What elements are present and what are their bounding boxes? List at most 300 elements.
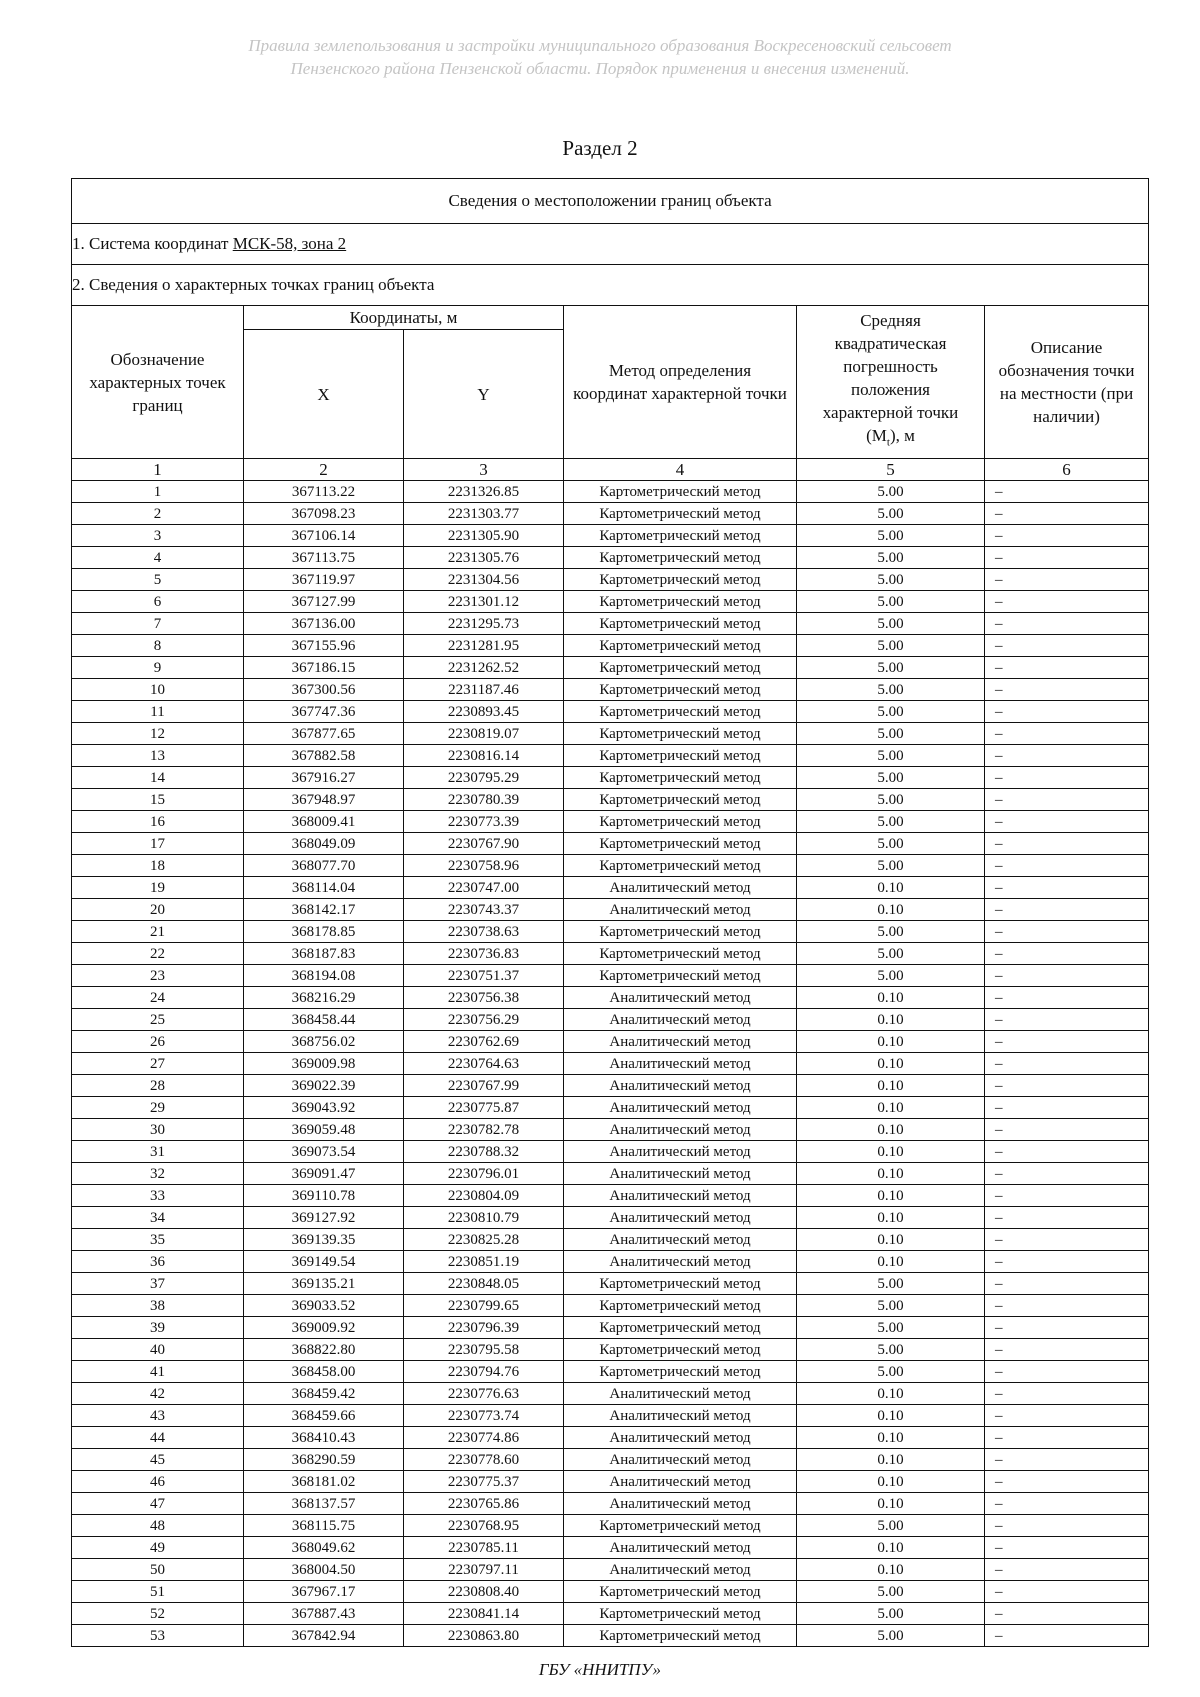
rms-error: 5.00 — [797, 1625, 985, 1647]
coord-y: 2230773.74 — [404, 1405, 564, 1427]
coord-y: 2230851.19 — [404, 1251, 564, 1273]
col-header-x: X — [244, 330, 404, 459]
table-row — [72, 591, 1149, 613]
rms-error: 0.10 — [797, 1185, 985, 1207]
method: Аналитический метод — [564, 1229, 797, 1251]
point-number: 5 — [72, 569, 244, 591]
rms-error: 0.10 — [797, 987, 985, 1009]
coord-x: 369059.48 — [244, 1119, 404, 1141]
method: Картометрический метод — [564, 503, 797, 525]
col-header-designation: Обозначение характерных точек границ — [72, 306, 244, 459]
description: – — [985, 965, 1149, 987]
rms-error: 5.00 — [797, 1317, 985, 1339]
rms-error: 5.00 — [797, 635, 985, 657]
coord-x: 367967.17 — [244, 1581, 404, 1603]
description: – — [985, 1119, 1149, 1141]
rms-error: 0.10 — [797, 1075, 985, 1097]
coord-y: 2230780.39 — [404, 789, 564, 811]
rms-error: 5.00 — [797, 481, 985, 503]
rms-error: 5.00 — [797, 701, 985, 723]
table-row — [72, 503, 1149, 525]
method: Картометрический метод — [564, 789, 797, 811]
point-number: 12 — [72, 723, 244, 745]
rms-error: 5.00 — [797, 657, 985, 679]
rms-error: 5.00 — [797, 833, 985, 855]
rms-error: 0.10 — [797, 1119, 985, 1141]
point-number: 42 — [72, 1383, 244, 1405]
rms-error: 5.00 — [797, 943, 985, 965]
point-number: 49 — [72, 1537, 244, 1559]
point-number: 13 — [72, 745, 244, 767]
point-number: 21 — [72, 921, 244, 943]
coord-x: 367877.65 — [244, 723, 404, 745]
table-row — [72, 987, 1149, 1009]
coord-x: 367113.22 — [244, 481, 404, 503]
table-row — [72, 1273, 1149, 1295]
description: – — [985, 767, 1149, 789]
point-number: 15 — [72, 789, 244, 811]
coord-y: 2230782.78 — [404, 1119, 564, 1141]
rms-error: 0.10 — [797, 1471, 985, 1493]
description: – — [985, 1383, 1149, 1405]
coord-x: 368822.80 — [244, 1339, 404, 1361]
column-numbers-row — [72, 459, 1149, 481]
description: – — [985, 1449, 1149, 1471]
coord-x: 369043.92 — [244, 1097, 404, 1119]
coord-y: 2231295.73 — [404, 613, 564, 635]
table-row — [72, 943, 1149, 965]
description: – — [985, 1097, 1149, 1119]
method: Аналитический метод — [564, 1537, 797, 1559]
table-row — [72, 899, 1149, 921]
method: Картометрический метод — [564, 1273, 797, 1295]
point-number: 48 — [72, 1515, 244, 1537]
coord-x: 368187.83 — [244, 943, 404, 965]
rms-error: 5.00 — [797, 723, 985, 745]
coord-x: 368181.02 — [244, 1471, 404, 1493]
coord-y: 2230756.29 — [404, 1009, 564, 1031]
coord-y: 2230808.40 — [404, 1581, 564, 1603]
coord-y: 2230841.14 — [404, 1603, 564, 1625]
point-number: 16 — [72, 811, 244, 833]
method: Картометрический метод — [564, 525, 797, 547]
table-row — [72, 1427, 1149, 1449]
table-row — [72, 811, 1149, 833]
rms-error: 0.10 — [797, 1449, 985, 1471]
method: Аналитический метод — [564, 1251, 797, 1273]
point-number: 4 — [72, 547, 244, 569]
section-title: Раздел 2 — [562, 136, 638, 160]
description: – — [985, 899, 1149, 921]
description: – — [985, 1603, 1149, 1625]
rms-error: 5.00 — [797, 613, 985, 635]
point-number: 23 — [72, 965, 244, 987]
coord-x: 367747.36 — [244, 701, 404, 723]
point-number: 51 — [72, 1581, 244, 1603]
rms-error: 0.10 — [797, 1163, 985, 1185]
point-number: 9 — [72, 657, 244, 679]
method: Аналитический метод — [564, 1075, 797, 1097]
method: Аналитический метод — [564, 1053, 797, 1075]
method: Аналитический метод — [564, 1031, 797, 1053]
table-row — [72, 723, 1149, 745]
method: Аналитический метод — [564, 1185, 797, 1207]
method: Аналитический метод — [564, 1207, 797, 1229]
method: Аналитический метод — [564, 1383, 797, 1405]
method: Аналитический метод — [564, 1141, 797, 1163]
coord-x: 368137.57 — [244, 1493, 404, 1515]
table-row — [72, 701, 1149, 723]
rms-error: 5.00 — [797, 1339, 985, 1361]
method: Аналитический метод — [564, 1493, 797, 1515]
coord-y: 2230758.96 — [404, 855, 564, 877]
point-number: 6 — [72, 591, 244, 613]
coord-y: 2231187.46 — [404, 679, 564, 701]
method: Картометрический метод — [564, 635, 797, 657]
description: – — [985, 1185, 1149, 1207]
table-row — [72, 1185, 1149, 1207]
coord-y: 2230751.37 — [404, 965, 564, 987]
description: – — [985, 745, 1149, 767]
rms-error: 5.00 — [797, 855, 985, 877]
method: Картометрический метод — [564, 1361, 797, 1383]
coord-y: 2230765.86 — [404, 1493, 564, 1515]
table-row — [72, 1163, 1149, 1185]
coord-y: 2230804.09 — [404, 1185, 564, 1207]
point-number: 27 — [72, 1053, 244, 1075]
coord-y: 2230796.01 — [404, 1163, 564, 1185]
rms-error: 5.00 — [797, 965, 985, 987]
coord-x: 368216.29 — [244, 987, 404, 1009]
table-row — [72, 1383, 1149, 1405]
table-row — [72, 833, 1149, 855]
coord-x: 367186.15 — [244, 657, 404, 679]
point-number: 26 — [72, 1031, 244, 1053]
coord-x: 367113.75 — [244, 547, 404, 569]
coord-x: 368290.59 — [244, 1449, 404, 1471]
table-row — [72, 1537, 1149, 1559]
table-row — [72, 1141, 1149, 1163]
rms-error: 0.10 — [797, 1537, 985, 1559]
coord-x: 368459.66 — [244, 1405, 404, 1427]
table-row — [72, 1097, 1149, 1119]
coord-x: 369149.54 — [244, 1251, 404, 1273]
point-number: 8 — [72, 635, 244, 657]
table-row — [72, 1053, 1149, 1075]
rms-error: 0.10 — [797, 899, 985, 921]
table-row — [72, 635, 1149, 657]
coord-y: 2230747.00 — [404, 877, 564, 899]
method: Картометрический метод — [564, 943, 797, 965]
coord-x: 367136.00 — [244, 613, 404, 635]
method: Картометрический метод — [564, 1295, 797, 1317]
coord-y: 2230795.58 — [404, 1339, 564, 1361]
point-number: 18 — [72, 855, 244, 877]
method: Картометрический метод — [564, 811, 797, 833]
method: Картометрический метод — [564, 1317, 797, 1339]
method: Картометрический метод — [564, 569, 797, 591]
method: Картометрический метод — [564, 723, 797, 745]
rms-error: 5.00 — [797, 547, 985, 569]
header-line-2: Пензенского района Пензенской области. Порядок применения и внесения изменений. — [290, 59, 910, 78]
table-row — [72, 525, 1149, 547]
method: Аналитический метод — [564, 1009, 797, 1031]
coord-y: 2230819.07 — [404, 723, 564, 745]
method: Аналитический метод — [564, 1405, 797, 1427]
col-header-method: Метод определения координат характерной точки — [564, 306, 797, 459]
coord-x: 367098.23 — [244, 503, 404, 525]
coord-x: 368004.50 — [244, 1559, 404, 1581]
description: – — [985, 1625, 1149, 1647]
rms-error: 5.00 — [797, 569, 985, 591]
column-number: 5 — [797, 459, 985, 481]
description: – — [985, 1295, 1149, 1317]
rms-error: 0.10 — [797, 1383, 985, 1405]
table-row — [72, 767, 1149, 789]
description: – — [985, 481, 1149, 503]
coord-y: 2231301.12 — [404, 591, 564, 613]
coord-y: 2230816.14 — [404, 745, 564, 767]
description: – — [985, 1207, 1149, 1229]
column-number: 2 — [244, 459, 404, 481]
point-number: 35 — [72, 1229, 244, 1251]
coord-x: 368178.85 — [244, 921, 404, 943]
table-row — [72, 1229, 1149, 1251]
rms-error: 0.10 — [797, 1405, 985, 1427]
rms-error: 0.10 — [797, 1427, 985, 1449]
point-number: 38 — [72, 1295, 244, 1317]
description: – — [985, 943, 1149, 965]
point-number: 41 — [72, 1361, 244, 1383]
table-row — [72, 679, 1149, 701]
rms-error: 5.00 — [797, 745, 985, 767]
coord-y: 2230767.99 — [404, 1075, 564, 1097]
description: – — [985, 525, 1149, 547]
coord-y: 2230756.38 — [404, 987, 564, 1009]
coord-x: 369091.47 — [244, 1163, 404, 1185]
coord-y: 2230799.65 — [404, 1295, 564, 1317]
description: – — [985, 1317, 1149, 1339]
table-row — [72, 1515, 1149, 1537]
rms-error: 5.00 — [797, 1361, 985, 1383]
coord-y: 2231281.95 — [404, 635, 564, 657]
coord-x: 368077.70 — [244, 855, 404, 877]
description: – — [985, 1141, 1149, 1163]
method: Картометрический метод — [564, 547, 797, 569]
coord-y: 2230768.95 — [404, 1515, 564, 1537]
table-row — [72, 921, 1149, 943]
coord-y: 2230775.87 — [404, 1097, 564, 1119]
point-number: 43 — [72, 1405, 244, 1427]
description: – — [985, 1075, 1149, 1097]
table-row — [72, 1471, 1149, 1493]
method: Аналитический метод — [564, 1119, 797, 1141]
description: – — [985, 1251, 1149, 1273]
coord-y: 2230778.60 — [404, 1449, 564, 1471]
rms-error: 5.00 — [797, 1273, 985, 1295]
col-header-y: Y — [404, 330, 564, 459]
description: – — [985, 833, 1149, 855]
method: Картометрический метод — [564, 679, 797, 701]
table-row — [72, 481, 1149, 503]
rms-error: 0.10 — [797, 1141, 985, 1163]
rms-error: 5.00 — [797, 1295, 985, 1317]
description: – — [985, 1559, 1149, 1581]
description: – — [985, 1471, 1149, 1493]
coord-y: 2230796.39 — [404, 1317, 564, 1339]
rms-error: 0.10 — [797, 1097, 985, 1119]
method: Аналитический метод — [564, 877, 797, 899]
method: Картометрический метод — [564, 1339, 797, 1361]
table-row — [72, 1493, 1149, 1515]
table-row — [72, 1119, 1149, 1141]
method: Картометрический метод — [564, 591, 797, 613]
coord-x: 369135.21 — [244, 1273, 404, 1295]
description: – — [985, 613, 1149, 635]
description: – — [985, 1339, 1149, 1361]
table-row — [72, 1075, 1149, 1097]
rms-error: 5.00 — [797, 921, 985, 943]
method: Картометрический метод — [564, 701, 797, 723]
coordinate-system-row — [72, 224, 1149, 265]
point-number: 37 — [72, 1273, 244, 1295]
table-row — [72, 1339, 1149, 1361]
coord-y: 2230825.28 — [404, 1229, 564, 1251]
description: – — [985, 701, 1149, 723]
method: Картометрический метод — [564, 481, 797, 503]
coord-x: 368049.62 — [244, 1537, 404, 1559]
column-number: 1 — [72, 459, 244, 481]
method: Картометрический метод — [564, 745, 797, 767]
table-row — [72, 1009, 1149, 1031]
description: – — [985, 877, 1149, 899]
table-row — [72, 547, 1149, 569]
coord-y: 2230893.45 — [404, 701, 564, 723]
rms-error: 0.10 — [797, 1031, 985, 1053]
points-info-row: 2. Сведения о характерных точках границ объекта — [72, 265, 1149, 306]
rms-error: 5.00 — [797, 789, 985, 811]
coord-x: 369139.35 — [244, 1229, 404, 1251]
column-number: 6 — [985, 459, 1149, 481]
rms-error: 0.10 — [797, 1229, 985, 1251]
point-number: 44 — [72, 1427, 244, 1449]
description: – — [985, 1537, 1149, 1559]
method: Аналитический метод — [564, 987, 797, 1009]
coord-y: 2230774.86 — [404, 1427, 564, 1449]
table-row — [72, 1405, 1149, 1427]
rms-error: 0.10 — [797, 877, 985, 899]
coord-y: 2230795.29 — [404, 767, 564, 789]
coord-x: 367300.56 — [244, 679, 404, 701]
coord-x: 368458.44 — [244, 1009, 404, 1031]
point-number: 50 — [72, 1559, 244, 1581]
coord-y: 2230743.37 — [404, 899, 564, 921]
table-row — [72, 1449, 1149, 1471]
rms-error: 0.10 — [797, 1009, 985, 1031]
description: – — [985, 811, 1149, 833]
rms-error: 0.10 — [797, 1207, 985, 1229]
rms-error: 0.10 — [797, 1053, 985, 1075]
rms-error: 5.00 — [797, 1515, 985, 1537]
table-row — [72, 789, 1149, 811]
description: – — [985, 1493, 1149, 1515]
coord-y: 2231305.90 — [404, 525, 564, 547]
method: Аналитический метод — [564, 1449, 797, 1471]
coord-y: 2230785.11 — [404, 1537, 564, 1559]
point-number: 3 — [72, 525, 244, 547]
coord-x: 367119.97 — [244, 569, 404, 591]
point-number: 25 — [72, 1009, 244, 1031]
header-line-1: Правила землепользования и застройки муниципального образования Воскресеновский сельсовет — [248, 36, 952, 55]
description: – — [985, 591, 1149, 613]
coord-y: 2230794.76 — [404, 1361, 564, 1383]
table-row — [72, 1031, 1149, 1053]
point-number: 11 — [72, 701, 244, 723]
method: Картометрический метод — [564, 767, 797, 789]
coord-y: 2230762.69 — [404, 1031, 564, 1053]
coord-x: 368459.42 — [244, 1383, 404, 1405]
coord-y: 2231326.85 — [404, 481, 564, 503]
point-number: 20 — [72, 899, 244, 921]
method: Картометрический метод — [564, 855, 797, 877]
rms-error: 5.00 — [797, 811, 985, 833]
table-row — [72, 745, 1149, 767]
table-row — [72, 1581, 1149, 1603]
description: – — [985, 1009, 1149, 1031]
description: – — [985, 1273, 1149, 1295]
point-number: 34 — [72, 1207, 244, 1229]
table-row — [72, 613, 1149, 635]
col-header-description: Описание обозначения точки на местности (при наличии) — [985, 306, 1149, 459]
point-number: 45 — [72, 1449, 244, 1471]
point-number: 28 — [72, 1075, 244, 1097]
table-row — [72, 1295, 1149, 1317]
coord-y: 2230736.83 — [404, 943, 564, 965]
rms-error: 5.00 — [797, 1603, 985, 1625]
point-number: 24 — [72, 987, 244, 1009]
method: Аналитический метод — [564, 1163, 797, 1185]
point-number: 47 — [72, 1493, 244, 1515]
description: – — [985, 1053, 1149, 1075]
point-number: 36 — [72, 1251, 244, 1273]
description: – — [985, 723, 1149, 745]
point-number: 32 — [72, 1163, 244, 1185]
point-number: 10 — [72, 679, 244, 701]
table-row — [72, 569, 1149, 591]
coord-x: 367127.99 — [244, 591, 404, 613]
description: – — [985, 1229, 1149, 1251]
coord-x: 368049.09 — [244, 833, 404, 855]
document-header — [0, 34, 1200, 80]
coord-y: 2230738.63 — [404, 921, 564, 943]
point-number: 40 — [72, 1339, 244, 1361]
method: Аналитический метод — [564, 1427, 797, 1449]
description: – — [985, 1427, 1149, 1449]
point-number: 7 — [72, 613, 244, 635]
method: Картометрический метод — [564, 1515, 797, 1537]
method: Аналитический метод — [564, 899, 797, 921]
description: – — [985, 987, 1149, 1009]
point-number: 31 — [72, 1141, 244, 1163]
point-number: 14 — [72, 767, 244, 789]
coord-y: 2230775.37 — [404, 1471, 564, 1493]
rms-error: 5.00 — [797, 679, 985, 701]
coord-x: 369127.92 — [244, 1207, 404, 1229]
method: Картометрический метод — [564, 1581, 797, 1603]
description: – — [985, 1581, 1149, 1603]
rms-error: 0.10 — [797, 1493, 985, 1515]
description: – — [985, 679, 1149, 701]
